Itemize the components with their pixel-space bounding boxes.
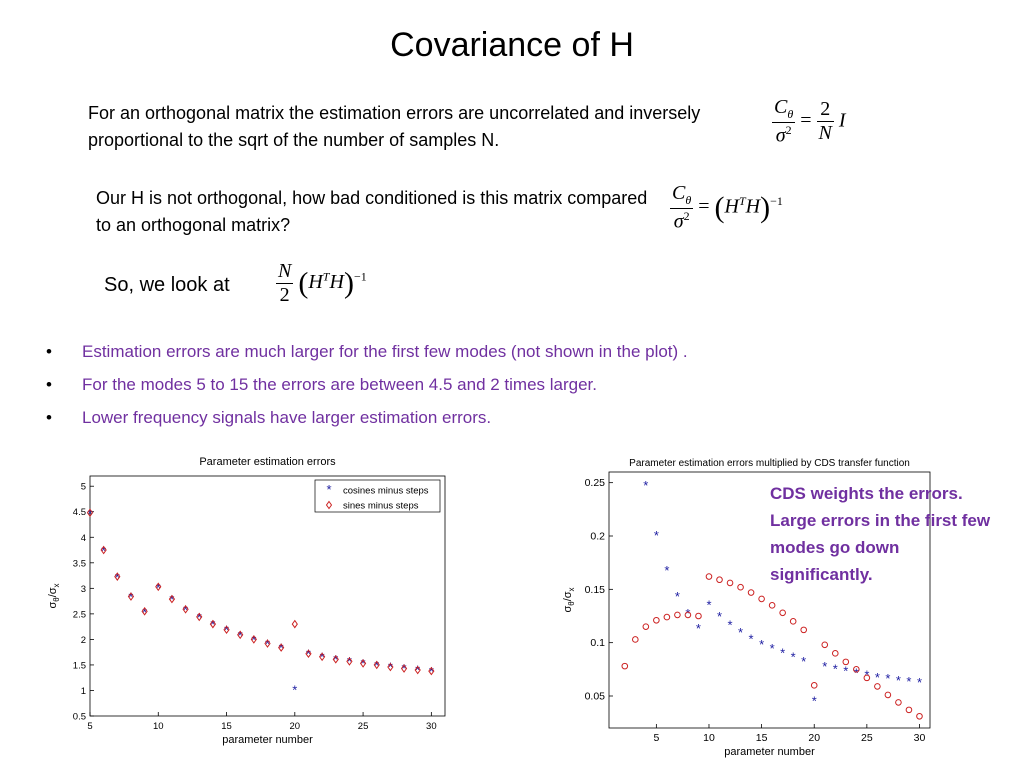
data-point: * — [748, 631, 754, 647]
data-point — [896, 700, 902, 706]
x-tick-label: 15 — [221, 721, 232, 732]
data-point — [780, 610, 786, 616]
data-point: * — [196, 609, 202, 625]
data-point: * — [664, 563, 670, 579]
data-point: * — [906, 674, 912, 690]
paragraph-orthogonal: For an orthogonal matrix the estimation errors are uncorrelated and inversely proportional to the sqrt of the number of samples N. — [88, 103, 701, 150]
x-tick-label: 10 — [152, 721, 164, 732]
data-point: * — [319, 649, 325, 665]
eq3-fraction — [276, 260, 293, 307]
eq3-h2: H — [329, 271, 344, 294]
y-tick-label: 1 — [80, 685, 86, 697]
bullet-item: • Estimation errors are much larger for the first few modes (not shown in the plot) . — [46, 340, 688, 373]
equation-orthogonal — [772, 96, 846, 148]
y-label-slash-sigma: /σ — [562, 591, 574, 602]
eq2-h1: H — [724, 195, 739, 218]
x-tick-label: 15 — [755, 732, 768, 744]
eq1-lhs-fraction — [772, 96, 795, 148]
data-point: * — [769, 641, 775, 657]
data-point — [748, 590, 754, 596]
data-point — [654, 617, 660, 623]
eq3-transpose: T — [322, 269, 330, 284]
eq2-c: C — [672, 182, 686, 204]
eq1-rhs-fraction — [817, 98, 834, 145]
chart-legend — [315, 480, 440, 512]
chart-parameter-errors — [40, 450, 460, 755]
data-point: * — [415, 662, 421, 678]
data-point: * — [114, 570, 120, 586]
data-point — [633, 637, 639, 643]
eq3-inverse: −1 — [353, 269, 367, 284]
eq2-sq: 2 — [683, 209, 690, 223]
eq3-rparen: ) — [343, 266, 354, 300]
data-point: * — [685, 605, 691, 621]
y-tick-label: 0.5 — [72, 711, 86, 723]
y-tick-label: 5 — [80, 481, 86, 493]
y-tick-label: 3 — [80, 583, 86, 595]
data-point — [811, 683, 817, 689]
y-axis-label — [562, 587, 576, 612]
data-point: * — [292, 682, 298, 698]
series-sines-minus-steps — [88, 509, 434, 677]
eq2-lparen: ( — [714, 190, 725, 224]
data-point: * — [155, 580, 161, 596]
data-point — [643, 624, 649, 630]
eq2-equals: = — [698, 195, 710, 218]
y-tick-label: 2.5 — [72, 609, 86, 621]
data-point — [822, 642, 828, 648]
eq3-n: N — [278, 260, 292, 282]
eq2-rparen: ) — [760, 190, 771, 224]
x-tick-label: 5 — [653, 732, 660, 744]
legend-label: sines minus steps — [343, 500, 419, 512]
data-point: * — [801, 653, 807, 669]
y-tick-label: 0.1 — [590, 637, 605, 650]
data-point — [769, 603, 775, 609]
y-label-x: x — [567, 587, 576, 592]
data-point — [696, 613, 702, 619]
eq2-transpose: T — [738, 193, 746, 208]
y-tick-label: 2 — [80, 634, 86, 646]
eq1-n: N — [818, 122, 832, 145]
y-tick-label: 0.15 — [584, 583, 605, 596]
data-point: * — [653, 528, 659, 543]
data-point: * — [811, 693, 817, 709]
data-point: * — [346, 653, 352, 669]
eq3-two: 2 — [279, 284, 290, 306]
data-point: * — [822, 659, 828, 675]
data-point: * — [780, 645, 786, 661]
data-point — [906, 707, 912, 713]
data-point: * — [224, 622, 230, 638]
data-point: * — [790, 649, 796, 665]
data-point: * — [87, 506, 93, 522]
data-point: * — [885, 670, 891, 686]
data-point: * — [251, 632, 257, 648]
y-tick-label: 4 — [80, 532, 86, 544]
data-point: * — [832, 661, 838, 677]
data-point — [292, 621, 297, 628]
y-label-sigma: σ — [562, 605, 574, 613]
legend-marker: * — [326, 482, 332, 497]
x-tick-label: 30 — [913, 732, 926, 744]
y-label-slash-sigma: /σ — [47, 587, 59, 598]
data-point: * — [210, 617, 216, 633]
data-point — [801, 627, 807, 633]
x-tick-label: 30 — [426, 721, 437, 732]
data-point — [706, 574, 712, 580]
x-axis-label: parameter number — [222, 734, 313, 746]
bullet-list — [46, 340, 688, 439]
eq3-lparen: ( — [298, 266, 309, 300]
chart-title: Parameter estimation errors — [199, 456, 336, 468]
eq1-sq: 2 — [785, 123, 792, 137]
data-point: * — [674, 588, 680, 604]
data-point: * — [101, 543, 107, 559]
data-point — [717, 577, 723, 583]
x-axis-label: parameter number — [724, 746, 815, 758]
data-point — [622, 663, 628, 669]
equation-covariance — [670, 182, 783, 234]
y-tick-label: 0.05 — [584, 690, 605, 703]
eq2-sigma: σ — [673, 210, 684, 233]
data-point — [675, 612, 681, 618]
chart-title: Parameter estimation errors multiplied by CDS transfer function — [629, 458, 910, 469]
x-tick-label: 25 — [861, 732, 873, 744]
eq1-theta: θ — [787, 107, 794, 121]
y-axis-label — [47, 583, 61, 608]
y-label-sigma: σ — [47, 601, 59, 609]
data-point: * — [428, 664, 434, 680]
paragraph-not-orthogonal: Our H is not orthogonal, how bad conditioned is this matrix compared to an orthogonal matrix? — [96, 188, 648, 235]
data-point: * — [895, 673, 901, 689]
data-point: * — [727, 617, 733, 633]
data-point: * — [706, 597, 712, 613]
data-point: * — [333, 651, 339, 667]
x-tick-label: 25 — [357, 721, 369, 732]
data-point — [832, 651, 838, 657]
data-point: * — [237, 627, 243, 643]
data-point: * — [264, 636, 271, 652]
data-point: * — [278, 640, 284, 656]
data-point — [738, 584, 744, 590]
data-point — [759, 596, 765, 602]
y-label-x: x — [52, 583, 61, 588]
data-point: * — [128, 589, 134, 605]
data-point: * — [360, 655, 366, 671]
eq2-h2: H — [745, 195, 761, 218]
equation-look-at — [276, 260, 367, 307]
eq2-inverse: −1 — [770, 193, 783, 208]
data-point: * — [864, 667, 870, 683]
data-point — [727, 580, 733, 586]
data-point: * — [142, 604, 148, 620]
data-point: * — [916, 675, 923, 691]
y-tick-label: 1.5 — [72, 660, 86, 672]
bullet-item: • Lower frequency signals have larger estimation errors. — [46, 406, 688, 439]
data-point: * — [874, 669, 880, 685]
x-tick-label: 5 — [87, 721, 93, 732]
data-point: * — [853, 665, 859, 681]
eq3-h1: H — [308, 271, 323, 294]
series-cosines-minus-steps — [87, 506, 433, 697]
paragraph-so-we-look: So, we look at — [104, 274, 230, 296]
legend-label: cosines minus steps — [343, 485, 429, 497]
cds-note: CDS weights the errors. Large errors in the first few modes go down significantly. — [770, 484, 991, 584]
y-tick-label: 0.25 — [584, 477, 605, 490]
data-point: * — [387, 659, 393, 675]
data-point: * — [183, 602, 189, 618]
eq2-theta: θ — [685, 193, 692, 207]
data-point — [790, 619, 796, 625]
slide-title: Covariance of H — [390, 26, 634, 64]
data-point — [885, 692, 891, 698]
eq1-c: C — [774, 96, 788, 118]
eq1-equals: = — [800, 109, 812, 132]
data-point: * — [374, 657, 380, 673]
data-point — [917, 713, 923, 719]
y-tick-label: 3.5 — [72, 558, 86, 570]
bullet-item: • For the modes 5 to 15 the errors are between 4.5 and 2 times larger. — [46, 373, 688, 406]
eq2-lhs-fraction — [670, 182, 693, 234]
y-tick-label: 0.2 — [590, 530, 605, 543]
y-tick-label: 4.5 — [72, 507, 86, 519]
y-label-theta: θ — [567, 601, 576, 606]
data-point: * — [305, 646, 311, 662]
x-tick-label: 20 — [289, 721, 301, 732]
data-point: * — [401, 661, 407, 677]
eq1-two: 2 — [817, 98, 834, 122]
data-point: * — [759, 636, 765, 652]
data-point: * — [695, 620, 701, 636]
data-point: * — [738, 625, 744, 641]
x-tick-label: 10 — [703, 732, 715, 744]
data-point: * — [643, 477, 649, 493]
data-point: * — [169, 592, 175, 608]
data-point: * — [843, 663, 849, 679]
data-point: * — [716, 609, 723, 625]
eq1-sigma: σ — [775, 124, 786, 147]
eq1-identity: I — [838, 109, 846, 132]
x-tick-label: 20 — [808, 732, 821, 744]
data-point — [664, 614, 670, 620]
y-label-theta: θ — [52, 597, 61, 602]
